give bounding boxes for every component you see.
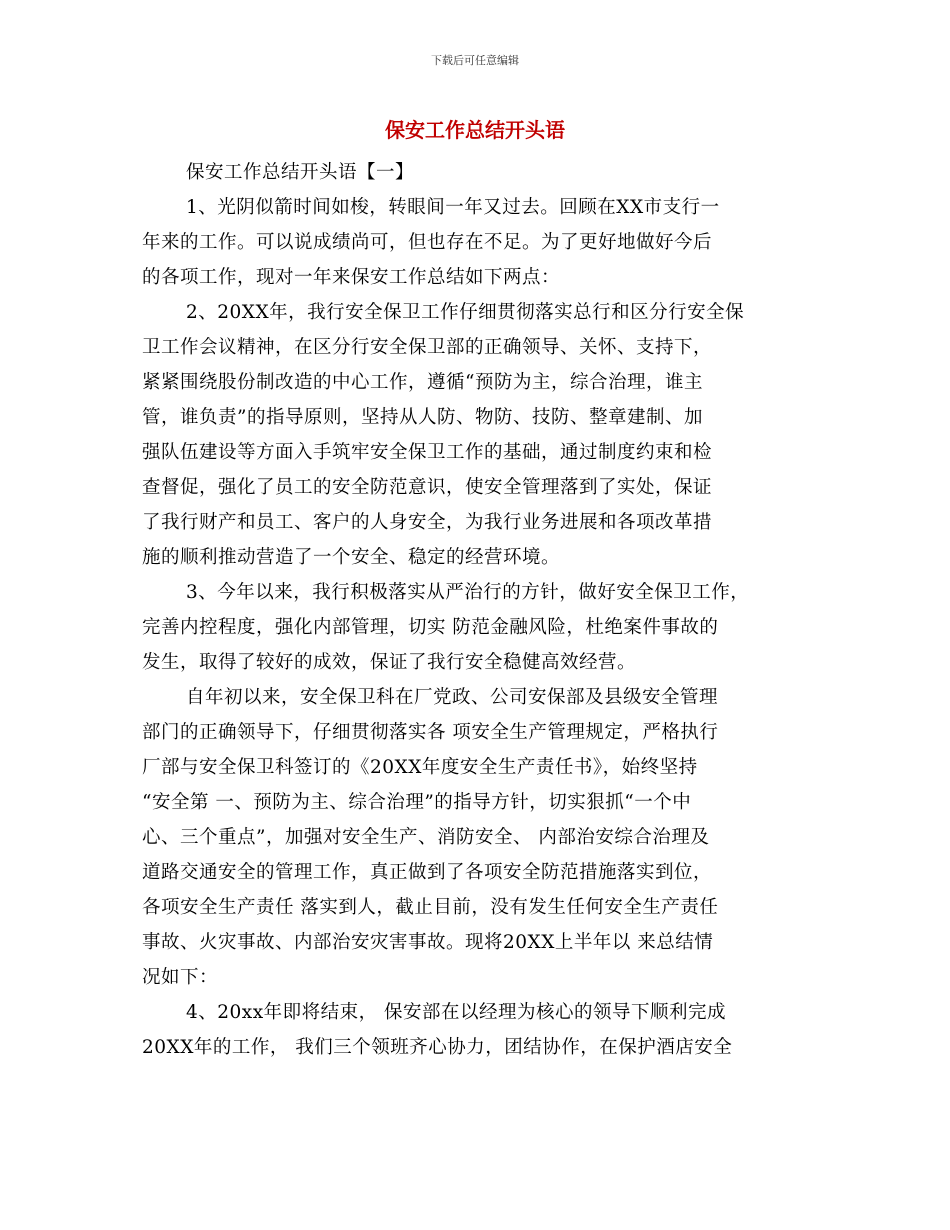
text-line: 保安工作总结开头语【一】 bbox=[186, 162, 415, 183]
text-line: 自年初以来，安全保卫科在厂党政、公司安保部及县级安全管理 bbox=[186, 687, 719, 708]
text-line: 3、今年以来，我行积极落实从严治行的方针，做好安全保卫工作， bbox=[186, 582, 750, 603]
document-title: 保安工作总结开头语 bbox=[385, 118, 565, 142]
text-line: 1、光阴似箭时间如梭，转眼间一年又过去。回顾在XX市支行一 bbox=[186, 197, 720, 218]
text-line: 卫工作会议精神，在区分行安全保卫部的正确领导、关怀、支持下， bbox=[142, 337, 713, 358]
text-line: 2、20XX年，我行安全保卫工作仔细贯彻落实总行和区分行安全保 bbox=[186, 302, 745, 323]
text-line: 部门的正确领导下，仔细贯彻落实各 项安全生产管理规定，严格执行 bbox=[142, 722, 719, 743]
text-line: 年来的工作。可以说成绩尚可，但也存在不足。为了更好地做好今后 bbox=[142, 232, 713, 253]
text-line: 查督促，强化了员工的安全防范意识，使安全管理落到了实处，保证 bbox=[142, 477, 713, 498]
text-line: 道路交通安全的管理工作，真正做到了各项安全防范措施落实到位， bbox=[142, 862, 713, 883]
text-line: 4、20xx年即将结束， 保安部在以经理为核心的领导下顺利完成 bbox=[186, 1002, 727, 1023]
text-line: 完善内控程度，强化内部管理，切实 防范金融风险，杜绝案件事故的 bbox=[142, 617, 719, 638]
text-line: 事故、火灾事故、内部治安灾害事故。现将20XX上半年以 来总结情 bbox=[142, 932, 714, 953]
text-line: 发生，取得了较好的成效，保证了我行安全稳健高效经营。 bbox=[142, 652, 637, 673]
text-line: 管，谁负责”的指导原则，坚持从人防、物防、技防、整章建制、加 bbox=[142, 407, 703, 428]
text-line: 各项安全生产责任 落实到人，截止目前，没有发生任何安全生产责任 bbox=[142, 897, 719, 918]
text-line: 紧紧围绕股份制改造的中心工作，遵循“预防为主，综合治理，谁主 bbox=[142, 372, 703, 393]
header-note: 下载后可任意编辑 bbox=[431, 54, 519, 67]
document-body bbox=[142, 155, 822, 1065]
text-line: 况如下： bbox=[142, 967, 219, 988]
text-line: 20XX年的工作， 我们三个领班齐心协力，团结协作，在保护酒店安全 bbox=[142, 1037, 733, 1058]
text-line: 心、三个重点”，加强对安全生产、消防安全、 内部治安综合治理及 bbox=[142, 827, 710, 848]
text-line: 了我行财产和员工、客户的人身安全，为我行业务进展和各项改革措 bbox=[142, 512, 713, 533]
text-line: 的各项工作，现对一年来保安工作总结如下两点： bbox=[142, 267, 561, 288]
text-line: “安全第 一、预防为主、综合治理”的指导方针，切实狠抓“一个中 bbox=[142, 792, 692, 813]
text-line: 施的顺利推动营造了一个安全、稳定的经营环境。 bbox=[142, 547, 561, 568]
text-line: 厂部与安全保卫科签订的《20XX年度安全生产责任书》，始终坚持 bbox=[142, 757, 698, 778]
text-line: 强队伍建设等方面入手筑牢安全保卫工作的基础，通过制度约束和检 bbox=[142, 442, 713, 463]
